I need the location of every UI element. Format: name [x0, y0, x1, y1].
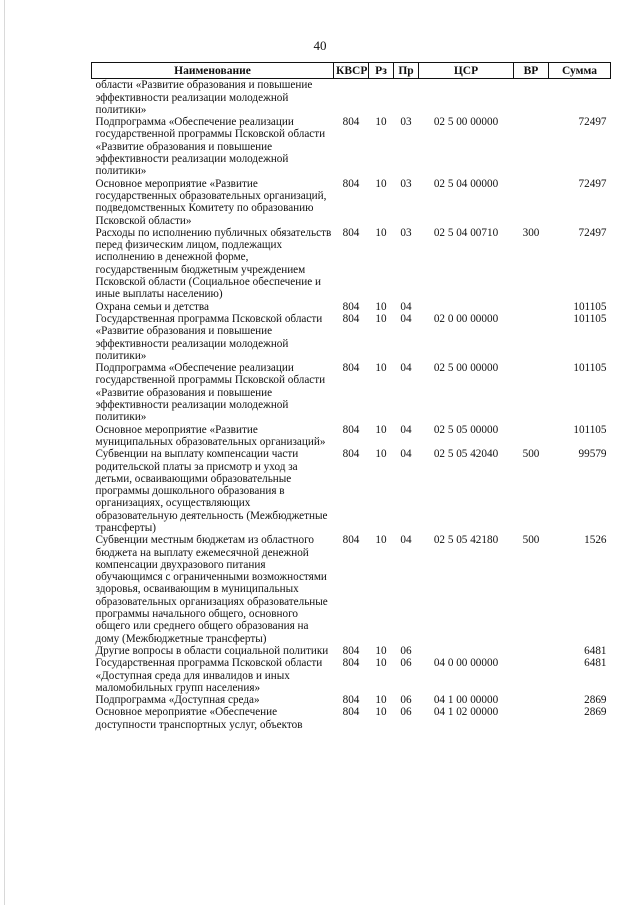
- cell-rz: 10: [375, 534, 387, 547]
- cell-pr: 06: [400, 694, 412, 707]
- cell-csr: 02 0 00 00000: [433, 312, 499, 325]
- cell-rz: 10: [375, 706, 387, 719]
- cell-rz: 10: [375, 362, 387, 375]
- header-sum: Сумма: [549, 63, 611, 79]
- cell-name: Подпрограмма «Доступная среда»: [95, 694, 260, 707]
- cell-vr: 500: [522, 448, 540, 461]
- table-row: [92, 706, 611, 731]
- cell-rz: 10: [375, 226, 387, 239]
- cell-vr: [514, 116, 549, 177]
- cell-sum: [549, 79, 611, 116]
- cell-name: Основное мероприятие «Обеспечение доступности транспортных услуг, объектов: [95, 706, 303, 731]
- table-row: [92, 227, 611, 301]
- scan-edge: [4, 0, 5, 905]
- header-vr: ВР: [514, 63, 549, 79]
- cell-kvsr: [334, 79, 369, 116]
- cell-kvsr: 804: [342, 423, 360, 436]
- cell-name: Субвенции на выплату компенсации части родительской платы за присмотр и уход за детьми, осваивающими образовательные программы дошкольного образования в организациях, осуществляющих образовательную деятельность (Межбюджетные трансферты): [95, 448, 328, 534]
- cell-kvsr: 804: [342, 116, 360, 129]
- cell-rz: 10: [375, 423, 387, 436]
- table-row: [92, 116, 611, 177]
- cell-name: Подпрограмма «Обеспечение реализации государственной программы Псковской области «Развитие образования и повышение эффективности реализации молодежной политики»: [95, 362, 326, 424]
- cell-kvsr: 804: [342, 694, 360, 707]
- cell-csr: 02 5 05 00000: [433, 423, 499, 436]
- cell-kvsr: 804: [342, 300, 360, 313]
- cell-rz: 10: [375, 300, 387, 313]
- cell-sum: 72497: [578, 226, 607, 239]
- cell-pr: 04: [400, 312, 412, 325]
- cell-sum: 101105: [573, 362, 607, 375]
- cell-rz: 10: [375, 694, 387, 707]
- cell-name: Основное мероприятие «Развитие муниципальных образовательных организаций»: [95, 423, 326, 448]
- cell-name: Охрана семьи и детства: [95, 300, 209, 313]
- cell-sum: 101105: [573, 423, 607, 436]
- cell-pr: 04: [400, 423, 412, 436]
- cell-kvsr: 804: [342, 644, 360, 657]
- table-row: [92, 313, 611, 362]
- cell-rz: [369, 79, 394, 116]
- cell-vr: [514, 301, 549, 313]
- header-name: Наименование: [92, 63, 334, 79]
- cell-name: Государственная программа Псковской области «Развитие образования и повышение эффективности реализации молодежной политики»: [95, 312, 323, 362]
- cell-name: Государственная программа Псковской области «Доступная среда для инвалидов и иных маломобильных групп населения»: [95, 657, 323, 694]
- header-pr: Пр: [394, 63, 419, 79]
- table-header: [92, 63, 611, 79]
- cell-vr: [514, 362, 549, 423]
- table-row: [92, 534, 611, 645]
- cell-vr: [514, 657, 549, 694]
- cell-rz: 10: [375, 177, 387, 190]
- cell-sum: 99579: [578, 448, 607, 461]
- cell-sum: 6481: [584, 657, 607, 670]
- cell-vr: [514, 645, 549, 657]
- table-row: [92, 79, 611, 116]
- table-row: [92, 301, 611, 313]
- cell-rz: 10: [375, 448, 387, 461]
- cell-csr: [419, 301, 514, 313]
- cell-rz: 10: [375, 312, 387, 325]
- cell-vr: 300: [522, 226, 540, 239]
- cell-rz: 10: [375, 657, 387, 670]
- cell-csr: 04 1 02 00000: [433, 706, 499, 719]
- header-row: [92, 63, 611, 79]
- cell-pr: 06: [400, 644, 412, 657]
- cell-kvsr: 804: [342, 534, 360, 547]
- cell-pr: 06: [400, 657, 412, 670]
- cell-rz: 10: [375, 116, 387, 129]
- cell-csr: 02 5 00 00000: [433, 116, 499, 129]
- table-body: [92, 79, 611, 731]
- cell-csr: 02 5 04 00000: [433, 177, 499, 190]
- page-number: 40: [313, 38, 327, 53]
- cell-vr: [514, 694, 549, 706]
- cell-name: Расходы по исполнению публичных обязательств перед физическим лицом, подлежащих исполнению в денежной форме, государственным бюджетным учреждением Псковской области (Социальное обеспечение и иные выплаты населению): [95, 226, 332, 301]
- cell-kvsr: 804: [342, 657, 360, 670]
- cell-sum: 2869: [584, 694, 607, 707]
- cell-csr: 02 5 05 42040: [433, 448, 499, 461]
- cell-sum: 101105: [573, 312, 607, 325]
- budget-table: [91, 62, 611, 731]
- table-row: [92, 424, 611, 449]
- cell-name: Основное мероприятие «Развитие государственных образовательных организаций, подведомственных Комитету по образованию Псковской области»: [95, 177, 327, 227]
- table-row: [92, 178, 611, 227]
- cell-pr: [394, 79, 419, 116]
- cell-csr: 04 1 00 00000: [433, 694, 499, 707]
- cell-sum: 72497: [578, 116, 607, 129]
- cell-kvsr: 804: [342, 362, 360, 375]
- cell-vr: 500: [522, 534, 540, 547]
- cell-name: Субвенции местным бюджетам из областного бюджета на выплату ежемесячной денежной компенсации двухразового питания обучающимся с ограниченными возможностями здоровья, осваивающим в муниципальных образовательных организациях образовательные программы начального общего, основного общего или среднего общего образования на дому (Межбюджетные трансферты): [95, 534, 328, 645]
- cell-sum: 101105: [573, 300, 607, 313]
- cell-pr: 04: [400, 448, 412, 461]
- cell-csr: 02 5 05 42180: [433, 534, 499, 547]
- cell-pr: 06: [400, 706, 412, 719]
- cell-name: Другие вопросы в области социальной политики: [95, 644, 329, 657]
- header-csr: ЦСР: [419, 63, 514, 79]
- cell-kvsr: 804: [342, 448, 360, 461]
- cell-vr: [514, 313, 549, 362]
- cell-pr: 03: [400, 177, 412, 190]
- cell-pr: 04: [400, 300, 412, 313]
- cell-name: области «Развитие образования и повышение эффективности реализации молодежной политики»: [95, 79, 313, 116]
- cell-csr: 02 5 04 00710: [433, 226, 499, 239]
- cell-sum: 72497: [578, 177, 607, 190]
- cell-vr: [514, 424, 549, 449]
- cell-name: Подпрограмма «Обеспечение реализации государственной программы Псковской области «Развитие образования и повышение эффективности реализации молодежной политики»: [95, 116, 326, 178]
- cell-rz: 10: [375, 644, 387, 657]
- cell-vr: [514, 79, 549, 116]
- cell-kvsr: 804: [342, 226, 360, 239]
- table-row: [92, 448, 611, 534]
- cell-csr: 04 0 00 00000: [433, 657, 499, 670]
- cell-pr: 04: [400, 534, 412, 547]
- cell-sum: 6481: [584, 644, 607, 657]
- cell-sum: 1526: [584, 534, 607, 547]
- cell-pr: 04: [400, 362, 412, 375]
- cell-pr: 03: [400, 116, 412, 129]
- cell-vr: [514, 178, 549, 227]
- table-row: [92, 362, 611, 423]
- cell-kvsr: 804: [342, 177, 360, 190]
- cell-kvsr: 804: [342, 312, 360, 325]
- cell-vr: [514, 706, 549, 731]
- table-row: [92, 694, 611, 706]
- cell-pr: 03: [400, 226, 412, 239]
- cell-sum: 2869: [584, 706, 607, 719]
- header-rz: Рз: [369, 63, 394, 79]
- header-kvsr: КВСР: [334, 63, 369, 79]
- cell-kvsr: 804: [342, 706, 360, 719]
- table-row: [92, 645, 611, 657]
- cell-csr: [419, 645, 514, 657]
- cell-csr: 02 5 00 00000: [433, 362, 499, 375]
- table-row: [92, 657, 611, 694]
- cell-csr: [419, 79, 514, 116]
